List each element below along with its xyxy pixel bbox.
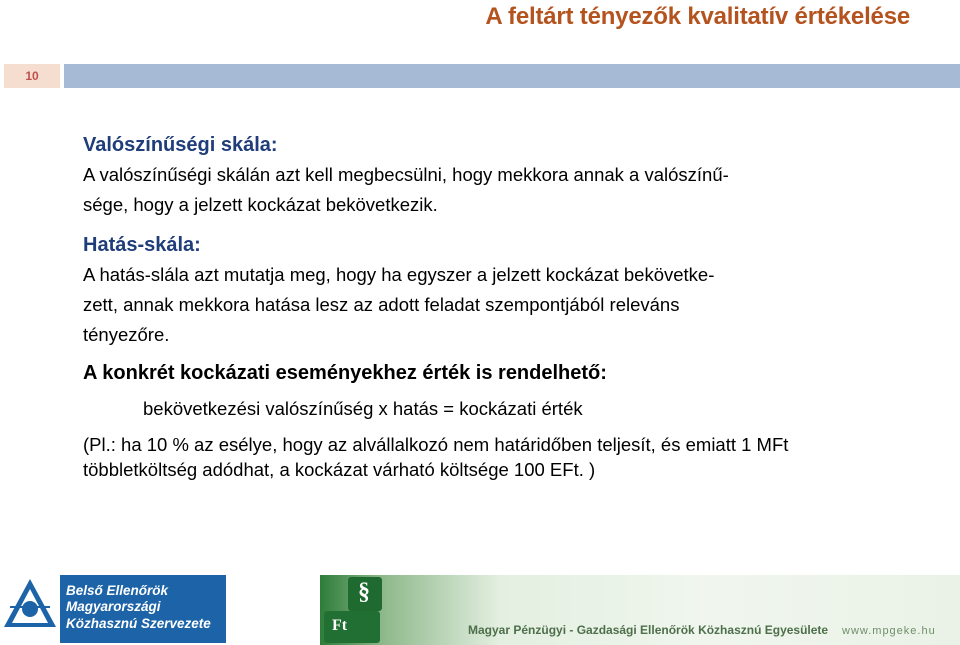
mpgeke-org-name: Magyar Pénzügyi - Gazdasági Ellenőrök Közhasznú Egyesülete	[468, 623, 829, 637]
mpgeke-emblem-icon: §	[348, 577, 382, 611]
probability-text-line-1: A valószínűségi skálán azt kell megbecsülni, hogy mekkora annak a valószínű-	[83, 164, 729, 185]
probability-text-line-2: sége, hogy a jelzett kockázat bekövetkezik.	[83, 194, 438, 215]
heading-impact-scale: Hatás-skála:	[83, 234, 201, 256]
example-line-1: (Pl.: ha 10 % az esélye, hogy az alvállalkozó nem határidőben teljesít, és emiatt 1 MFt	[83, 434, 789, 455]
example-line-2: többletköltség adódhat, a kockázat várható költsége 100 EFt. )	[83, 459, 596, 480]
slide-body	[83, 130, 933, 482]
iia-url: www.iia.hu	[6, 632, 45, 641]
iia-logo-line-1: Belső Ellenőrök	[66, 583, 169, 598]
mpgeke-logo	[320, 575, 960, 645]
header-bar	[0, 64, 960, 88]
iia-logo-line-2: Magyarországi	[66, 599, 161, 614]
impact-text-line-2: zett, annak mekkora hatása lesz az adott feladat szempontjából releváns	[83, 294, 680, 315]
page-number: 10	[4, 64, 60, 88]
iia-logo-line-3: Közhasznú Szervezete	[66, 616, 211, 631]
risk-formula: bekövetkezési valószínűség x hatás = kockázati érték	[143, 398, 583, 419]
heading-probability-scale: Valószínűségi skála:	[83, 134, 278, 156]
heading-risk-value: A konkrét kockázati eseményekhez érték is rendelhető:	[83, 362, 607, 384]
mpgeke-url: www.mpgeke.hu	[842, 625, 936, 637]
iia-logo	[0, 575, 226, 643]
header-bar-fill	[64, 64, 960, 88]
impact-text-line-3: tényezőre.	[83, 324, 170, 345]
ft-emblem-icon: Ft	[324, 611, 380, 643]
impact-text-line-1: A hatás-slála azt mutatja meg, hogy ha egyszer a jelzett kockázat bekövetke-	[83, 264, 715, 285]
slide-title: A feltárt tényezők kvalitatív értékelése	[485, 3, 910, 30]
